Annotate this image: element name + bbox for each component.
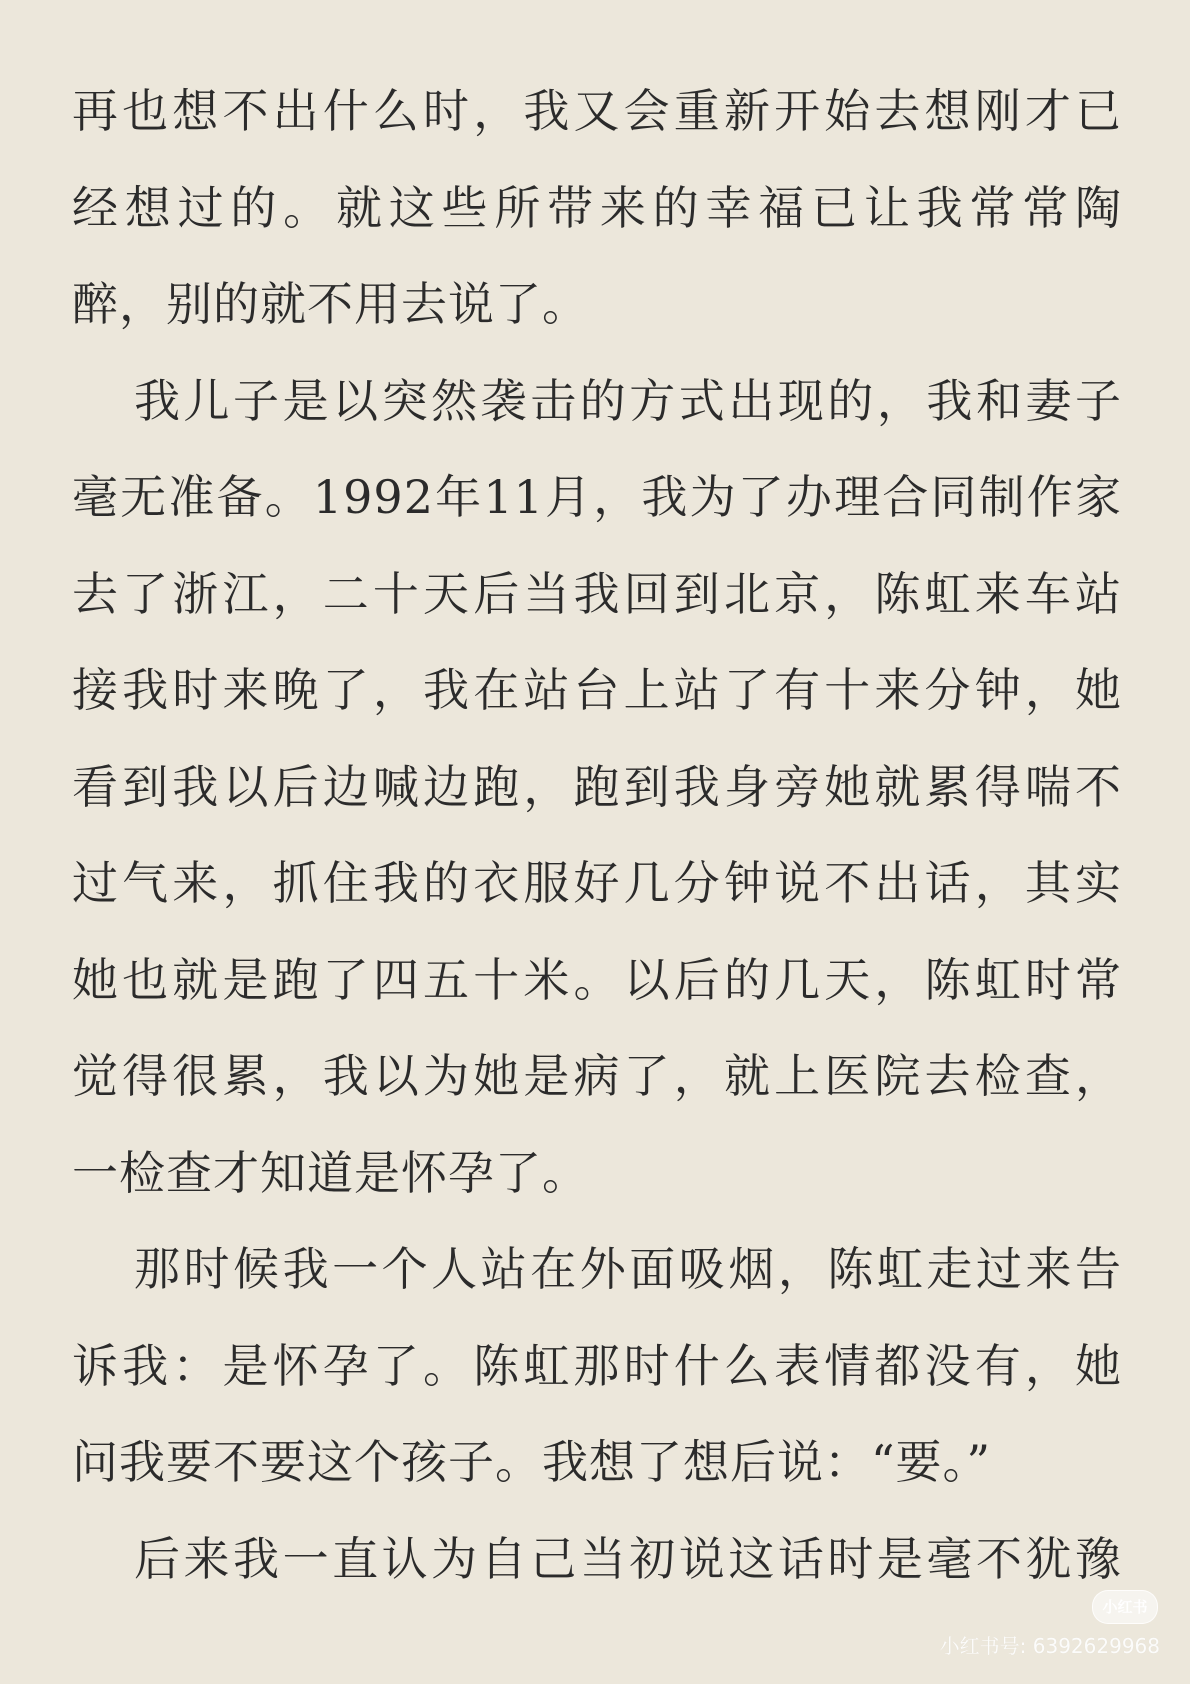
document-body — [72, 72, 1122, 1616]
text-line: 一检查才知道是怀孕了。 — [72, 1145, 589, 1200]
text-line: 再也想不出什么时，我又会重新开始去想刚才已 — [72, 84, 1122, 138]
text-line: 接我时来晚了，我在站台上站了有十来分钟，她 — [72, 663, 1122, 717]
text-line: 诉我：是怀孕了。陈虹那时什么表情都没有，她 — [72, 1338, 1122, 1393]
xiaohongshu-id-watermark: 小红书号: 6392629968 — [939, 1634, 1160, 1658]
text-line: 看到我以后边喊边跑，跑到我身旁她就累得喘不 — [72, 759, 1122, 814]
text-line: 去了浙江，二十天后当我回到北京，陈虹来车站 — [72, 566, 1122, 621]
text-line: 后来我一直认为自己当初说这话时是毫不犹豫 — [134, 1531, 1122, 1586]
text-line: 毫无准备。1992年11月，我为了办理合同制作家 — [72, 470, 1122, 524]
text-line: 问我要不要这个孩子。我想了想后说：“要。” — [72, 1435, 992, 1489]
text-line: 过气来，抓住我的衣服好几分钟说不出话，其实 — [72, 856, 1122, 910]
text-line: 那时候我一个人站在外面吸烟，陈虹走过来告 — [134, 1242, 1122, 1296]
text-line: 她也就是跑了四五十米。以后的几天，陈虹时常 — [72, 952, 1122, 1007]
xiaohongshu-logo: 小红书 — [1092, 1590, 1158, 1624]
text-line: 醉，别的就不用去说了。 — [72, 277, 589, 331]
text-line: 经想过的。就这些所带来的幸福已让我常常陶 — [72, 180, 1122, 235]
text-line: 觉得很累，我以为她是病了，就上医院去检查， — [72, 1049, 1122, 1103]
text-line: 我儿子是以突然袭击的方式出现的，我和妻子 — [134, 373, 1122, 428]
